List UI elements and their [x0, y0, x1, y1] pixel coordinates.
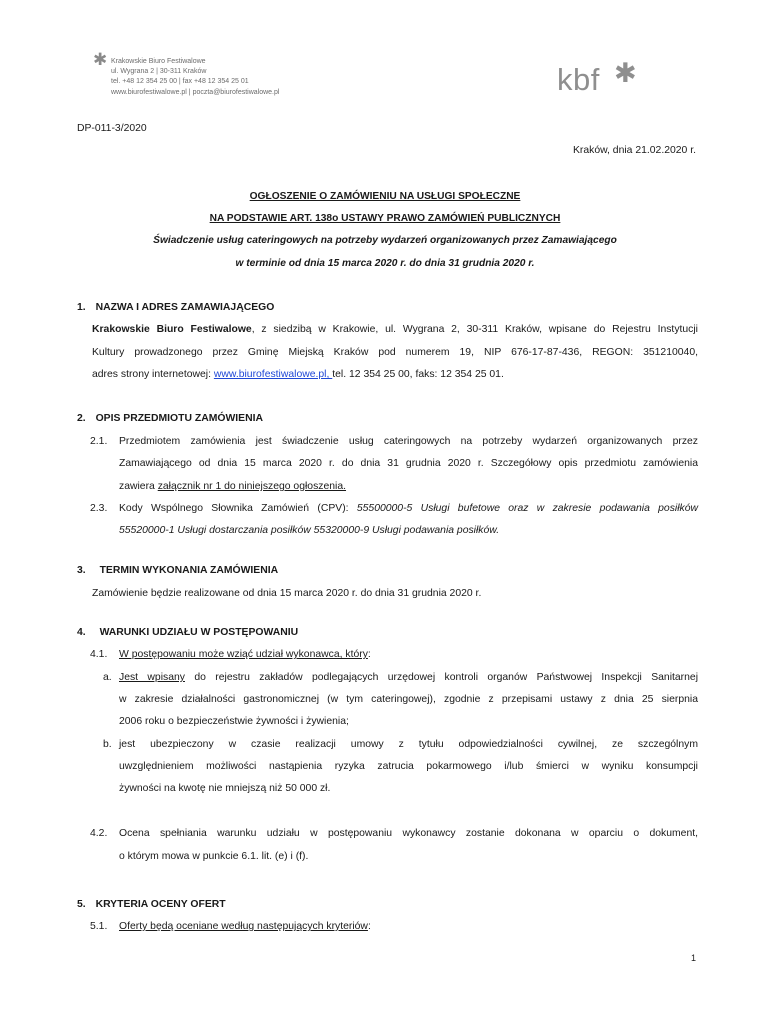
item-b-line-1: jest ubezpieczony w czasie realizacji umowy z tytułu odpowiedzialności cywilnej, ze szczególnym [119, 739, 698, 750]
text: tel. 12 354 25 00, faks: 12 354 25 01. [332, 369, 504, 380]
text: : [367, 649, 371, 660]
item-number-2-1: 2.1. [90, 436, 108, 447]
item-2-1-line-2: Zamawiającego od dnia 15 marca 2020 r. do dnia 31 grudnia 2020 r. Szczegółowy opis przedmiotu zamówienia [119, 458, 698, 469]
section-title: OPIS PRZEDMIOTU ZAMÓWIENIA [95, 413, 263, 424]
text: Jest wpisany [119, 672, 185, 683]
letterhead [111, 57, 279, 98]
subtitle-line-1: Świadczenie usług cateringowych na potrzeby wydarzeń organizowanych przez Zamawiającego [153, 235, 617, 246]
item-5-1-text [119, 921, 371, 932]
logo-star-icon: ✱ [614, 58, 637, 88]
item-2-1-line-3 [119, 481, 698, 492]
reference-number: DP-011-3/2020 [77, 123, 147, 134]
item-a-line-2: w zakresie działalności gastronomicznej (w tym cateringowej), zgodnie z przepisami ustawy z dnia 25 sierpnia [119, 694, 698, 705]
text: Oferty będą oceniane według następujących kryteriów [119, 921, 368, 932]
item-2-1-line-1: Przedmiotem zamówienia jest świadczenie usług cateringowych na potrzeby wydarzeń organizowanych przez [119, 436, 698, 447]
letterhead-org: Krakowskie Biuro Festiwalowe [111, 58, 206, 65]
text: : [367, 921, 371, 932]
section-3-heading [77, 565, 278, 576]
section-3-text: Zamówienie będzie realizowane od dnia 15 marca 2020 r. do dnia 31 grudnia 2020 r. [92, 588, 482, 599]
item-number-5-1: 5.1. [90, 921, 108, 932]
item-2-3-line-2: 55520000-1 Usługi dostarczania posiłków 55320000-9 Usługi podawania posiłków. [119, 525, 500, 536]
section-number: 5. [77, 899, 86, 910]
kbf-logo: kbf [557, 62, 600, 97]
item-a-line-1 [119, 672, 698, 683]
section-number: 2. [77, 413, 86, 424]
section-number: 1. [77, 302, 86, 313]
subtitle-line-2: w terminie od dnia 15 marca 2020 r. do dnia 31 grudnia 2020 r. [235, 258, 535, 269]
title-line-2: NA PODSTAWIE ART. 138o USTAWY PRAWO ZAMÓWIEŃ PUBLICZNYCH [209, 213, 561, 224]
list-label-a: a. [103, 672, 112, 683]
text: , z siedzibą w Krakowie, ul. Wygrana 2, 30-311 Kraków, wpisane do Rejestru Instytucji [251, 324, 698, 335]
item-a-line-3: 2006 roku o bezpieczeństwie żywności i żywienia; [119, 716, 349, 727]
item-4-2-line-2: o którym mowa w punkcie 6.1. lit. (e) i (f). [119, 851, 309, 862]
section-1-line-3 [92, 369, 698, 380]
item-b-line-3: żywności na kwotę nie mniejszą niż 50 000 zł. [119, 783, 331, 794]
text: Kody Wspólnego Słownika Zamówień (CPV): [119, 503, 357, 514]
item-4-2-line-1: Ocena spełniania warunku udziału w postępowaniu wykonawcy zostanie dokonana w oparciu o dokument, [119, 828, 698, 839]
item-4-1-text [119, 649, 371, 660]
attachment-reference: załącznik nr 1 do niniejszego ogłoszenia. [157, 481, 347, 492]
cpv-code: 55500000-5 Usługi bufetowe oraz w zakresie podawania posiłków [356, 503, 698, 514]
item-b-line-2: uwzględnieniem możliwości nastąpienia ryzyka zatrucia pokarmowego i/lub śmierci w wyniku konsumpcji [119, 761, 698, 772]
section-5-heading [77, 899, 226, 910]
section-number: 3. [77, 565, 86, 576]
website-link[interactable]: www.biurofestiwalowe.pl, [213, 369, 333, 380]
section-title: TERMIN WYKONANIA ZAMÓWIENIA [99, 565, 279, 576]
letterhead-phone: tel. +48 12 354 25 00 | fax +48 12 354 25 01 [111, 78, 249, 86]
section-1-line-1 [92, 324, 698, 335]
organization-name: Krakowskie Biuro Festiwalowe [92, 324, 252, 335]
item-number-2-3: 2.3. [90, 503, 108, 514]
section-number: 4. [77, 627, 86, 638]
list-label-b: b. [103, 739, 112, 750]
item-number-4-1: 4.1. [90, 649, 108, 660]
text: do rejestru zakładów podlegających urzędowej kontroli organów Państwowej Inspekcji Sanitarnej [184, 672, 698, 683]
letterhead-web: www.biurofestiwalowe.pl | poczta@biurofestiwalowe.pl [111, 88, 280, 96]
document-date: Kraków, dnia 21.02.2020 r. [572, 145, 696, 156]
section-title: KRYTERIA OCENY OFERT [95, 899, 226, 910]
page-number: 1 [690, 953, 696, 963]
section-title: NAZWA I ADRES ZAMAWIAJĄCEGO [95, 302, 275, 313]
item-number-4-2: 4.2. [90, 828, 108, 839]
section-2-heading [77, 413, 263, 424]
text: W postępowaniu może wziąć udział wykonawca, który [119, 649, 368, 660]
section-title: WARUNKI UDZIAŁU W POSTĘPOWANIU [99, 627, 299, 638]
letterhead-star-icon: ✱ [93, 50, 108, 69]
section-1-heading [77, 302, 274, 313]
title-line-1: OGŁOSZENIE O ZAMÓWIENIU NA USŁUGI SPOŁECZNE [249, 191, 521, 202]
section-1-line-2: Kultury prowadzonego przez Gminę Miejską Kraków pod numerem 19, NIP 676-17-87-436, REGON: 351210040, [92, 347, 698, 358]
section-4-heading [77, 627, 298, 638]
item-2-3-line-1 [119, 503, 698, 514]
letterhead-address: ul. Wygrana 2 | 30-311 Kraków [111, 68, 207, 76]
text: adres strony internetowej: [92, 369, 214, 380]
text: zawiera [119, 481, 158, 492]
